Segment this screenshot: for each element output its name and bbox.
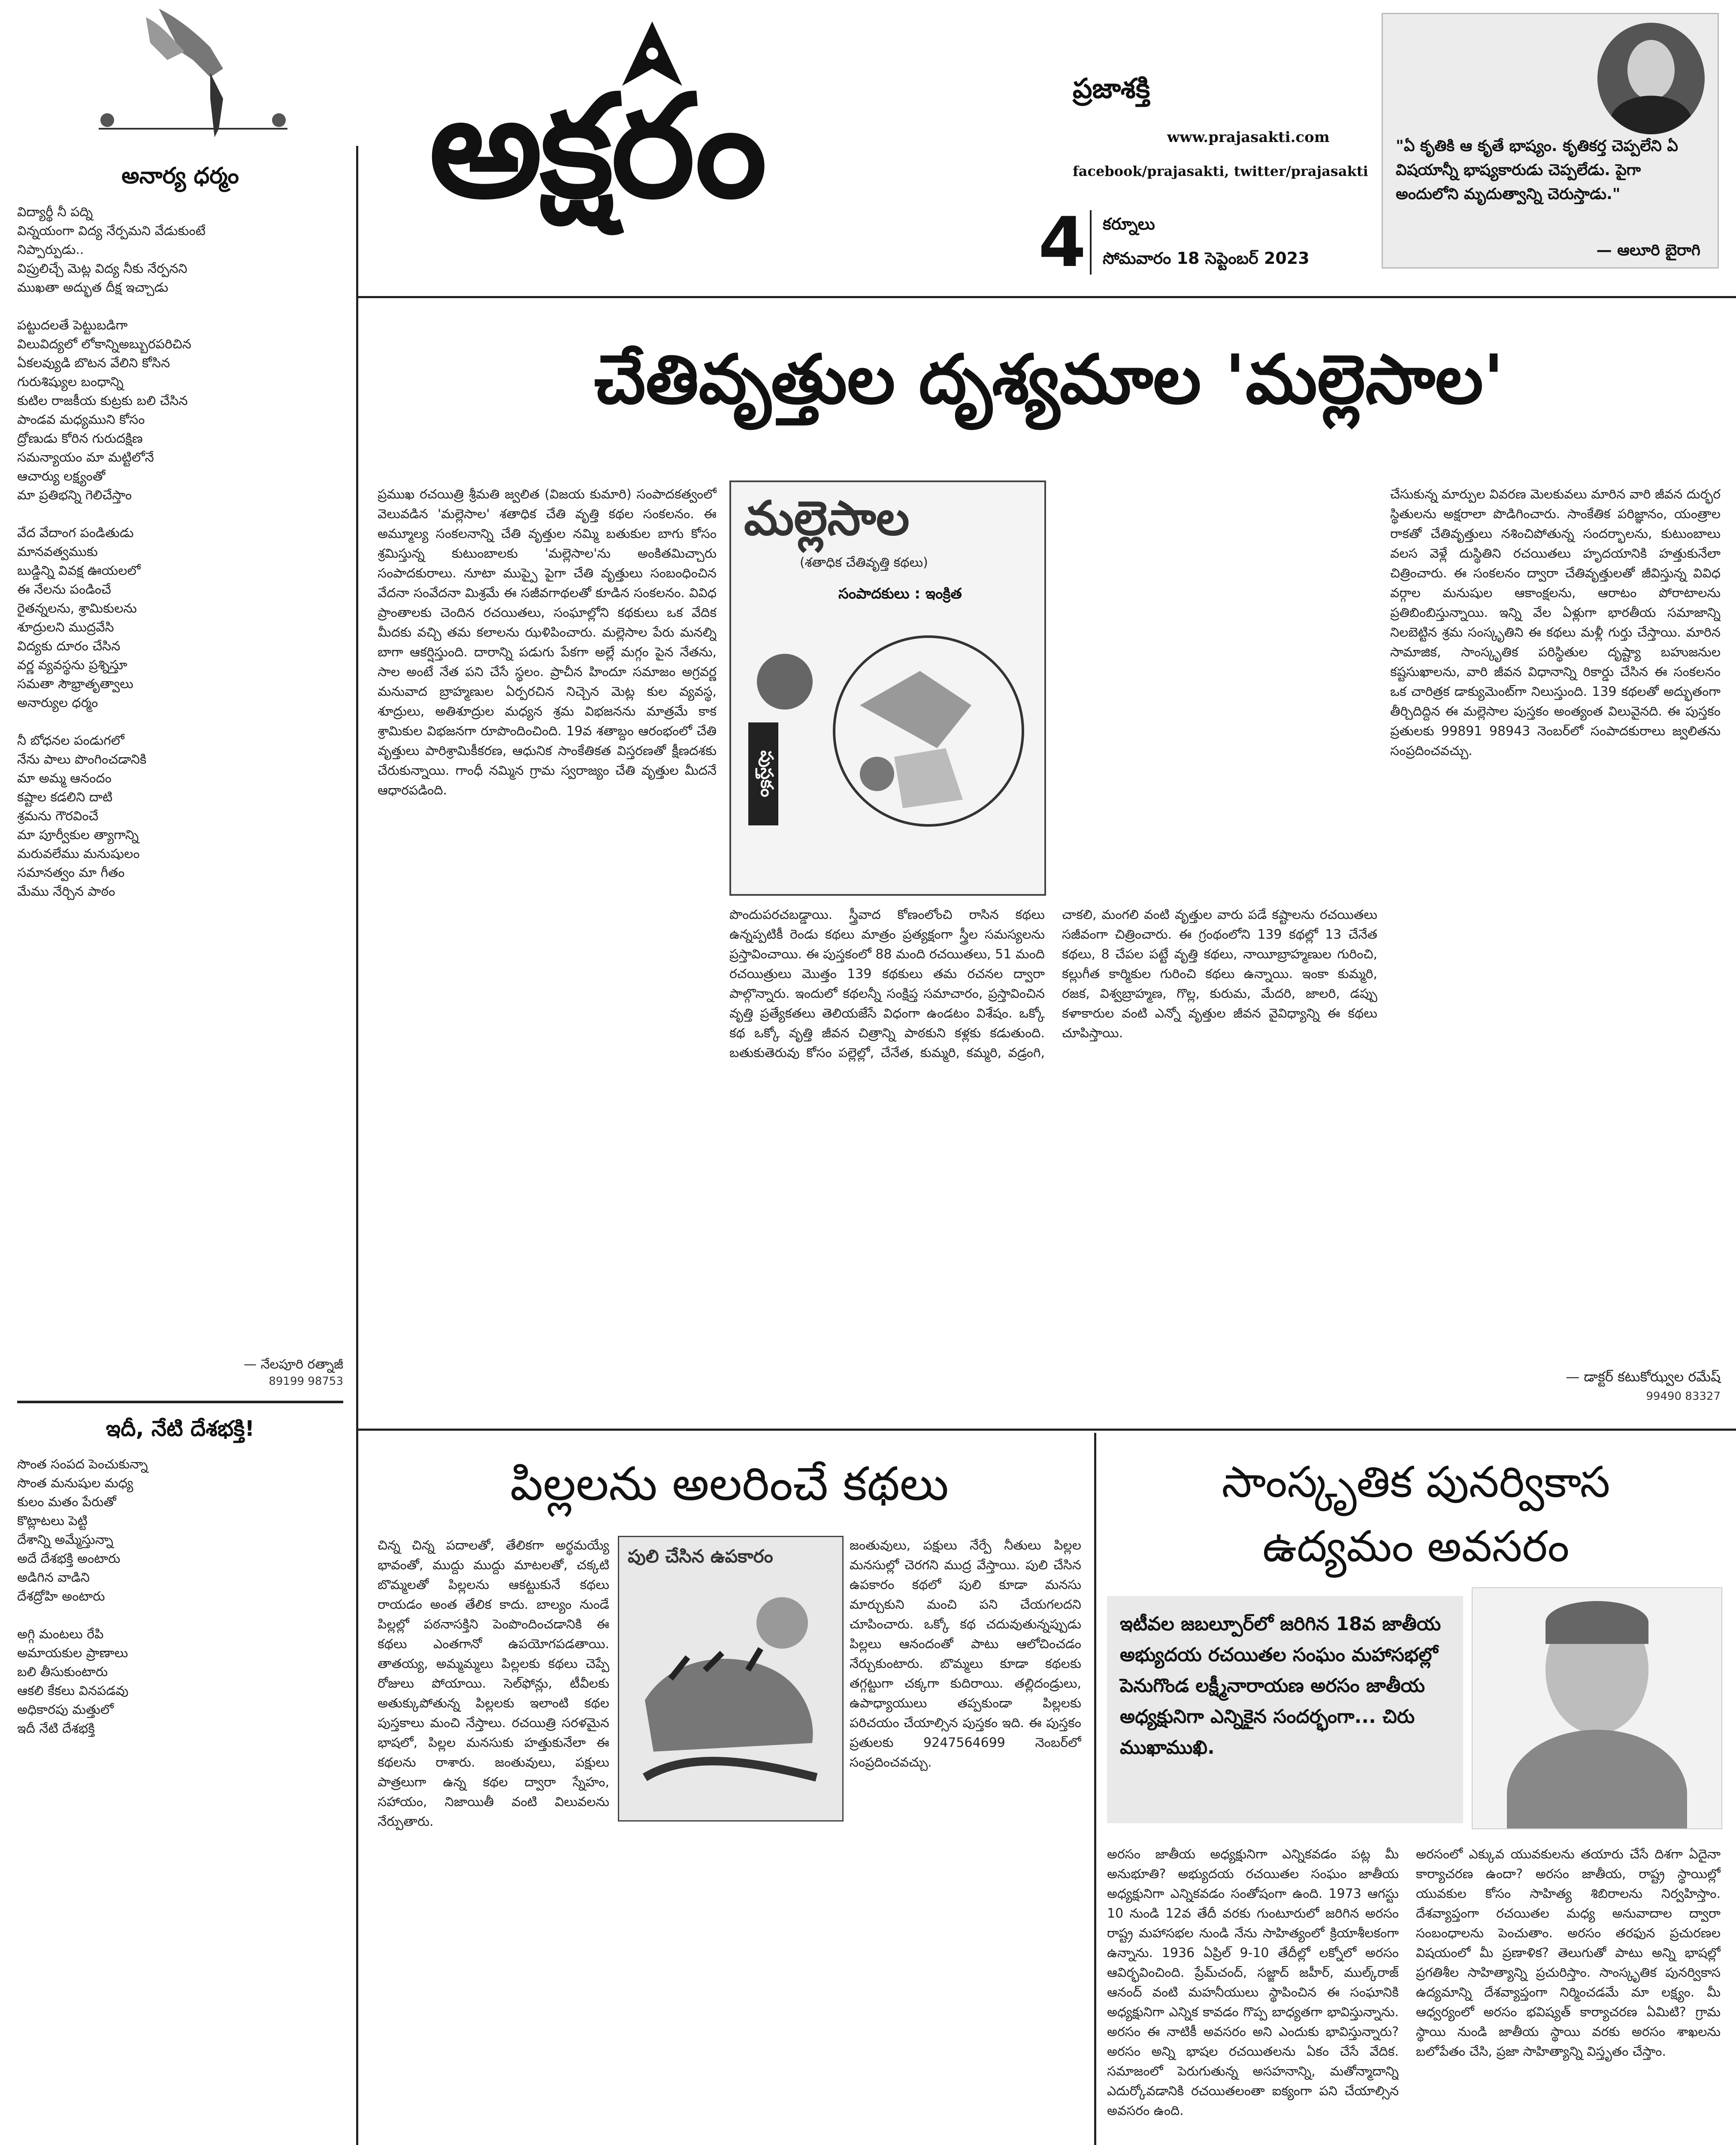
logo — [429, 51, 965, 275]
quote-author: — ఆలూరి బైరాగి — [1596, 242, 1700, 259]
author-portrait — [1597, 23, 1705, 134]
logo-pen-nib-icon — [609, 13, 695, 99]
main-story-col2: పొందుపరచబడ్డాయి. స్త్రీవాద కోణంలోంచి రాసిన కథలు ఉన్నప్పటికీ రెండు కథలు మాత్రం ప్రత్యక్షంగా స్త్రీల సమస్యలను ప్రస్తావించాయి. ఈ పుస్తకంలో 88 మంది రచయితలు, 51 మంది రచయిత్రులు మొత్తం 139 కథకులు తమ రచనల ద్వారా పాల్గొన్నారు. ఇందులో కథలన్నీ సంక్షిప్త సమాచారం, ప్రస్తావించిన వృత్తి ప్రత్యేకతలు తెలియజేసే విధంగా ఉండటం విశేషం. ఒక్కో కథ ఒక్కో వృత్తి జీవన చిత్రాన్ని పాఠకుని కళ్లకు కడుతుంది. బతుకుతెరువు కోసం పల్లెల్లో, చేనేత, కుమ్మరి, కమ్మరి, వడ్రంగి, చాకలి, మంగలి వంటి వృత్తుల వారు పడే కష్టాలను రచయితలు సజీవంగా చిత్రించారు. ఈ గ్రంథంలోని 139 కథల్లో 13 చేనేత కథలు, 8 చేపల పట్టే వృత్తి కథలు, నాయీబ్రాహ్మణుల గురించి, కల్లుగీత కార్మికుల గురించి కథలు ఉన్నాయి. ఇంకా కుమ్మరి, రజక, విశ్వబ్రాహ్మణ, గొల్ల, కురుమ, మేదరి, జాలరి, డప్పు కళాకారుల వంటి ఎన్నో వృత్తుల జీవన వైవిధ్యాన్ని ఈ కథలు చూపిస్తాయి. — [729, 907, 1377, 1060]
children-book-title: పులి చేసిన ఉపకారం — [628, 1546, 773, 1567]
issue-date: సోమవారం 18 సెప్టెంబర్ 2023 — [1103, 249, 1310, 268]
city: కర్నూలు — [1103, 214, 1155, 233]
book-cover-illustration — [808, 619, 1036, 860]
interview-headline-line1: సాంస్కృతిక పునర్వికాస — [1222, 1457, 1610, 1507]
main-story-author: — డాక్టర్ కటుకోఝ్వల రమేష్ — [1566, 1369, 1721, 1385]
book-badge: పుస్తకం — [748, 722, 778, 825]
main-story-phone: 99490 83327 — [1646, 1390, 1721, 1403]
book-cover-title: మల్లెసాల — [744, 491, 910, 546]
main-headline: చేతివృత్తుల దృశ్యమాల 'మల్లెసాల' — [594, 340, 1504, 419]
children-headline: పిల్లలను అలరించే కథలు — [510, 1457, 949, 1511]
logo-text: అక్షరం — [429, 63, 765, 229]
interview-intro: ఇటీవల జబల్పూర్‌లో జరిగిన 18వ జాతీయ అభ్యుదయ రచయితల సంఘం మహాసభల్లో పెనుగొండ లక్ష్మీనారాయణ అరసం జాతీయ అధ్యక్షునిగా ఎన్నికైన సందర్భంగా... చిరు ముఖాముఖి. — [1120, 1613, 1441, 1758]
book-cover-editor: సంపాదకులు : ఇంక్రిత — [838, 585, 962, 602]
interview-headline — [1107, 1450, 1725, 1579]
main-story-col1: ప్రముఖ రచయిత్రి శ్రీమతి జ్వలిత (విజయ కుమారి) సంపాదకత్వంలో వెలువడిన 'మల్లెసాల' శతాధిక చేతి వృత్తి కథల సంకలనం. ఈ అమ్మూల్య సంకలనాన్ని చేతి వృత్తుల నమ్మి బతుకుల బాగు కోసం శ్రమిస్తున్న కుటుంబాలకు 'మల్లెసాల'ను అంకితమిచ్చారు సంపాదకురాలు. నూటా ముప్పై పైగా చేతి వృత్తులు సంబంధించిన వేదనా సంవేదనా మిశ్రమే ఈ సజీవగాథలతో కూడిన సంకలనం. వివిధ ప్రాంతాలకు చెందిన రచయితలు, సంఘాల్లోని కథకులు ఒక వేదిక మీదకు వచ్చి తమ కలాలను ఝళిపించారు. మల్లెసాల పేరు మనల్ని బాగా ఆకర్షిస్తుంది. దారాన్ని పడుగు పేకగా అల్లే మగ్గం పైన నేతను, సాల అంటే నేత పని చేసే స్థలం. ప్రాచీన హిందూ సమాజం అగ్రవర్ణ మనువాద బ్రాహ్మణుల ఏర్పరచిన నిచ్చెన మెట్ల కుల వ్యవస్థ, శూద్రులు, అతిశూద్రుల మధ్యన శ్రమ విభజనను మాత్రమే కాక శ్రామికుల విభజనగా రూపొందించింది. 19వ శతాబ్దం ఆరంభంలో చేతి వృత్తులు పారిశ్రామికీకరణ, ఆధునిక సాంకేతికత విస్తరణతో క్షీణదశకు చేరుకున్నాయి. గాంధీ నమ్మిన గ్రామ స్వరాజ్యం చేతి వృత్తుల మీదనే ఆధారపడింది. — [378, 487, 717, 798]
poem2-title: ఇదీ, నేటి దేశభక్తి! — [106, 1416, 255, 1441]
book-cover — [729, 480, 1046, 896]
main-story-col2-top — [1060, 485, 1377, 897]
poem1-author: — నేలపూరి రత్నాజీ — [244, 1357, 343, 1372]
interview-col1: అరసం జాతీయ అధ్యక్షునిగా ఎన్నికవడం పట్ల మీ అనుభూతి? అభ్యుదయ రచయితల సంఘం జాతీయ అధ్యక్షునిగా ఎన్నికవడం సంతోషంగా ఉంది. 1973 ఆగస్టు 10 నుండి 12వ తేదీ వరకు గుంటూరులో జరిగిన అరసం రాష్ట్ర మహాసభల నుండి నేను సాహిత్యంలో క్రియాశీలకంగా ఉన్నాను. 1936 ఏప్రిల్ 9-10 తేదీల్లో లక్నోలో అరసం ఆవిర్భవించింది. ప్రేమ్‌చంద్, సజ్జాద్ జహీర్, ముల్క్‌రాజ్ ఆనంద్ వంటి మహనీయులు స్థాపించిన ఈ సంఘానికి అధ్యక్షునిగా ఎన్నిక కావడం గొప్ప బాధ్యతగా భావిస్తున్నాను. అరసం ఈ నాటికీ అవసరం అని ఎందుకు భావిస్తున్నారు? అరసం అన్ని భాషల రచయితలను ఏకం చేసే వేదిక. సమాజంలో పెరుగుతున్న అసహనాన్ని, మతోన్మాదాన్ని ఎదుర్కోవడానికి రచయితలంతా ఐక్యంగా పని చేయాల్సిన అవసరం ఉంది. — [1107, 1847, 1399, 2118]
sidebar-left — [17, 163, 343, 2145]
main-story-col3: చేసుకున్న మార్పుల వివరణ మెలకువలు మారిన వారి జీవన దుర్భర స్థితులను అక్షరాలా పొడిగించారు. సాంకేతిక పరిజ్ఞానం, యంత్రాల రాకతో చేతివృత్తులు నశించిపోతున్న సందర్భాలను, కుటుంబాలు వలస వెళ్లే దుస్థితిని రచయితలు హృదయానికి హత్తుకునేలా చిత్రించారు. ఈ సంకలనం ద్వారా చేతివృత్తులతో జీవిస్తున్న వివిధ వర్గాల మనుషుల ఆకాంక్షలను, ఆరాటం పోరాటాలను ప్రతిబింబిస్తున్నాయి. ఇన్ని వేల ఏళ్లుగా భారతీయ సమాజాన్ని నిలబెట్టిన శ్రమ సంస్కృతిని ఈ కథలు మళ్లీ గుర్తు చేస్తాయి. మారిన సామాజిక, సాంస్కృతిక పరిస్థితుల దృష్ట్యా బహుజనుల కష్టసుఖాలను, వారి జీవన విధానాన్ని రికార్డు చేసిన ఈ సంకలనం ఒక చారిత్రక డాక్యుమెంట్‌గా నిలుస్తుంది. 139 కథలతో అద్భుతంగా తీర్చిదిద్దిన ఈ మల్లెసాల పుస్తకం అంత్యంత విలువైనది. ఈ పుస్తకం ప్రతులకు 99891 98943 నెంబర్‌లో సంపాదకురాలు జ్వలితను సంప్రదించవచ్చు. — [1390, 487, 1721, 758]
poem2-body: సొంత సంపద పెంచుకున్నా సొంత మనుషుల మధ్య కులం మతం పేరుతో కొట్లాటలు పెట్టి దేశాన్ని అమ్మేస్తున్నా అదే దేశభక్తి అంటారు అడిగిన వాడిని దేశద్రోహి అంటారు అగ్గి మంటలు రేపి అమాయకుల ప్రాణాలు బలి తీసుకుంటారు ఆకలి కేకలు వినపడవు అధికారపు మత్తులో ఇదీ నేటి దేశభక్తి — [17, 1457, 148, 1736]
quote-box — [1382, 13, 1719, 269]
poem1-phone: 89199 98753 — [269, 1375, 343, 1388]
children-book-cover — [618, 1536, 844, 1822]
hand-pen-illustration — [82, 0, 305, 142]
poem1-body: విద్యార్థీ నీ పద్ని విన్నయంగా విద్య నేర్పమని వేడుకుంటే నిప్పార్పుడు.. విప్రులిచ్చే మెట్ల విద్య నీకు నేర్పనని ముఖతా అద్భుత దీక్ష ఇచ్చాడు పట్టుదలతే పెట్టుబడిగా విలువిద్యలో లోకాన్నిఅబ్బురపరిచిన ఏకలవ్యుడి బొటన వేలిని కోసిన గురుశిష్యుల బంధాన్ని కుటిల రాజకీయ కుట్రకు బలి చేసిన పాండవ మధ్యముని కోసం ద్రోణుడు కోరిన గురుదక్షిణ సమన్యాయం మా మట్టిలోనే ఆచార్యు లక్ష్యంతో మా ప్రతిభన్ని గెలిచేస్తాం వేద వేదాంగ పండితుడు మానవత్వముకు బుడ్డిన్ని వివక్ష ఊయలలో ఈ నేలను పండించే రైతన్నలను, శ్రామికులను శూద్రులని ముద్రవేసి విద్యకు దూరం చేసిన వర్ణ వ్యవస్థను ప్రశ్నిస్తూ సమతా సౌభ్రాతృత్వాలు అనార్యుల ధర్మం నీ బోధనల పండుగలో నేను పాలు పొంగించడానికి మా అమ్మ ఆనందం కష్టాల కడలిని దాటి శ్రమను గౌరవించే మా పూర్వీకుల త్యాగాన్ని మరువలేము మనుషులం సమానత్వం మా గీతం మేము నేర్చిన పాఠం — [17, 205, 206, 899]
interview-col2: అరసంలో ఎక్కువ యువకులను తయారు చేసే దిశగా ఏదైనా కార్యాచరణ ఉందా? అరసం జాతీయ, రాష్ట్ర స్థాయిల్లో యువకుల కోసం సాహిత్య శిబిరాలను నిర్వహిస్తాం. దేశవ్యాప్తంగా రచయితల మధ్య అనువాదాల ద్వారా సంబంధాలను పెంచుతాం. అరసం తరఫున ప్రచురణల విషయంలో మీ ప్రణాళిక? తెలుగుతో పాటు అన్ని భాషల్లో ప్రగతిశీల సాహిత్యాన్ని ప్రచురిస్తాం. సాంస్కృతిక పునర్వికాస ఉద్యమాన్ని దేశవ్యాప్తంగా నిర్మించడమే మా లక్ష్యం. మీ ఆధ్వర్యంలో అరసం భవిష్యత్ కార్యాచరణ ఏమిటి? గ్రామ స్థాయి నుండి జాతీయ స్థాయి వరకు అరసం శాఖలను బలోపేతం చేసి, ప్రజా సాహిత్యాన్ని విస్తృతం చేస్తాం. — [1416, 1847, 1721, 2059]
interview-headline-line2: ఉద్యమం అవసరం — [1262, 1521, 1570, 1571]
poem1-title: అనార్య ధర్మం — [121, 163, 239, 189]
page-number: 4 — [1038, 202, 1086, 282]
book-cover-subtitle: (శతాధిక చేతివృత్తి కథలు) — [800, 555, 928, 570]
paper-name: ప్రజాశక్తి — [1073, 73, 1150, 105]
children-col2: జంతువులు, పక్షులు నేర్పే నీతులు పిల్లల మనసుల్లో చెరగని ముద్ర వేస్తాయి. పులి చేసిన ఉపకారం కథలో పులి కూడా మనసు మార్చుకుని మంచి పని చేయగలదని చూపించారు. ఒక్కో కథ చదువుతున్నప్పుడు పిల్లలు ఆనందంతో పాటు ఆలోచించడం నేర్చుకుంటారు. బొమ్మలు కూడా కథలకు తగ్గట్టుగా చక్కగా కుదిరాయి. తల్లిదండ్రులు, ఉపాధ్యాయులు తప్పకుండా పిల్లలకు పరిచయం చేయాల్సిన పుస్తకం ఇది. ఈ పుస్తకం ప్రతులకు 9247564699 నెంబర్‌లో సంప్రదించవచ్చు. — [850, 1538, 1081, 1770]
interviewee-photo — [1472, 1587, 1722, 1829]
interview-intro-box — [1107, 1596, 1463, 1823]
quote-text: "ఏ కృతికి ఆ కృతే భాష్యం. కృతికర్త చెప్పలేని ఏ విషయాన్నీ భాష్యకారుడు చెప్పలేడు. పైగా అందులోని మృదుత్వాన్ని చెరుస్తాడు." — [1396, 137, 1679, 203]
website: www.prajasakti.com — [1167, 129, 1330, 146]
children-col1: చిన్న చిన్న పదాలతో, తేలికగా అర్థమయ్యే భావంతో, ముద్దు ముద్దు మాటలతో, చక్కటి బొమ్మలతో పిల్లలను ఆకట్టుకునే కథలు రాయడం అంత తేలిక కాదు. బాల్యం నుండే పిల్లల్లో పఠనాసక్తిని పెంపొందించడానికి ఈ కథలు ఎంతగానో ఉపయోగపడతాయి. తాతయ్య, అమ్మమ్మలు పిల్లలకు కథలు చెప్పే రోజులు పోయాయి. సెల్‌ఫోన్లు, టీవీలకు అతుక్కుపోతున్న పిల్లలకు ఇలాంటి కథల పుస్తకాలు మంచి నేస్తాలు. రచయిత్రి సరళమైన భాషలో, పిల్లల మనసుకు హత్తుకునేలా ఈ కథలను రాశారు. జంతువులు, పక్షులు పాత్రలుగా ఉన్న కథల ద్వారా స్నేహం, సహాయం, నిజాయితీ వంటి విలువలను నేర్పుతారు. — [378, 1538, 609, 1829]
social-links: facebook/prajasakti, twitter/prajasakti — [1073, 163, 1368, 179]
